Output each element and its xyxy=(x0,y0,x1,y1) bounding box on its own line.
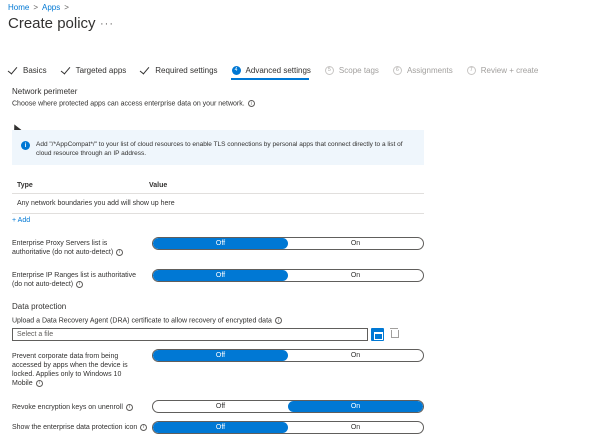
browse-folder-icon[interactable] xyxy=(371,328,384,341)
step-label: Targeted apps xyxy=(75,65,127,75)
toggle-on-option[interactable]: On xyxy=(288,401,423,412)
step-label: Scope tags xyxy=(338,65,379,75)
checkmark-icon xyxy=(8,65,18,75)
prevent-corporate-data-label xyxy=(12,352,137,388)
network-table-header xyxy=(12,181,424,194)
step-assignments[interactable] xyxy=(393,66,453,75)
column-header-value: Value xyxy=(149,182,168,189)
step-label: Basics xyxy=(23,65,47,75)
checkmark-icon xyxy=(140,65,150,75)
step-number: 7 xyxy=(467,66,476,75)
show-edp-icon-label xyxy=(12,423,152,432)
dra-label-text: Upload a Data Recovery Agent (DRA) certificate to allow recovery of encrypted data xyxy=(12,317,272,325)
info-banner-text: Add "/*AppCompat*/" to your list of cloud resources to enable TLS connections by personal apps that connect directly to a list of cloud resource through an IP address. xyxy=(36,141,403,157)
network-table-empty-row xyxy=(12,196,424,214)
info-icon[interactable]: i xyxy=(248,100,255,107)
prevent-label-text: Prevent corporate data from being accessed by apps when the device is locked. Applies only to Windows 10 Mobile xyxy=(12,353,128,387)
info-banner xyxy=(12,130,424,165)
info-icon[interactable]: i xyxy=(116,249,123,256)
wizard-steps xyxy=(8,64,552,76)
network-perimeter-heading: Network perimeter xyxy=(12,87,78,96)
toggle-off-option[interactable]: Off xyxy=(153,350,288,361)
step-targeted-apps[interactable] xyxy=(61,65,127,75)
step-basics[interactable] xyxy=(8,65,47,75)
step-review-create[interactable] xyxy=(467,66,539,75)
breadcrumb-separator: > xyxy=(33,3,39,12)
show-edp-icon-toggle[interactable] xyxy=(152,421,424,434)
toggle-off-option[interactable]: Off xyxy=(153,270,288,281)
toggle-on-option[interactable]: On xyxy=(350,272,361,279)
step-label: Required settings xyxy=(155,65,218,75)
toggle-off-option[interactable]: Off xyxy=(153,422,288,433)
breadcrumb-apps-link[interactable]: Apps xyxy=(42,3,61,12)
show-icon-label-text: Show the enterprise data protection icon xyxy=(12,424,138,431)
info-icon[interactable]: i xyxy=(275,317,282,324)
column-header-type: Type xyxy=(17,182,33,189)
proxy-authoritative-toggle[interactable] xyxy=(152,237,424,250)
dra-file-input[interactable]: Select a file xyxy=(12,328,368,341)
toggle-on-option[interactable]: On xyxy=(350,352,361,359)
ip-ranges-authoritative-toggle[interactable] xyxy=(152,269,424,282)
more-options-icon[interactable]: ··· xyxy=(100,18,114,30)
empty-state-text: Any network boundaries you add will show up here xyxy=(17,200,175,207)
info-icon[interactable]: i xyxy=(36,380,43,387)
prevent-corporate-data-toggle[interactable] xyxy=(152,349,424,362)
step-label: Assignments xyxy=(406,65,453,75)
toggle-on-option[interactable]: On xyxy=(350,424,361,431)
network-description-text: Choose where protected apps can access enterprise data on your network. xyxy=(12,100,245,108)
revoke-encryption-keys-label xyxy=(12,403,147,412)
breadcrumb-home-link[interactable]: Home xyxy=(8,3,30,12)
step-scope-tags[interactable] xyxy=(325,66,379,75)
info-icon[interactable]: i xyxy=(76,281,83,288)
toggle-off-option[interactable]: Off xyxy=(215,403,226,410)
proxy-label-text: Enterprise Proxy Servers list is authoritative (do not auto-detect) xyxy=(12,240,114,256)
page-title: Create policy xyxy=(8,15,96,32)
info-icon: i xyxy=(21,141,30,150)
network-perimeter-description xyxy=(12,100,255,108)
checkmark-icon xyxy=(61,65,71,75)
info-icon[interactable]: i xyxy=(140,424,147,431)
breadcrumb-separator: > xyxy=(64,3,69,12)
ip-label-text: Enterprise IP Ranges list is authoritative (do not auto-detect) xyxy=(12,272,136,288)
delete-trash-icon[interactable] xyxy=(390,327,398,337)
data-protection-heading: Data protection xyxy=(12,302,67,311)
ip-ranges-authoritative-label xyxy=(12,271,147,289)
breadcrumb xyxy=(8,3,73,12)
active-step-indicator xyxy=(231,78,309,80)
step-advanced-settings[interactable] xyxy=(232,66,311,75)
toggle-off-option[interactable]: Off xyxy=(153,238,288,249)
info-icon[interactable]: i xyxy=(126,404,133,411)
step-label: Advanced settings xyxy=(245,65,311,75)
revoke-label-text: Revoke encryption keys on unenroll xyxy=(12,404,123,411)
step-number: 5 xyxy=(325,66,334,75)
step-number: 4 xyxy=(232,66,241,75)
toggle-on-option[interactable]: On xyxy=(350,240,361,247)
revoke-encryption-keys-toggle[interactable] xyxy=(152,400,424,413)
step-label: Review + create xyxy=(480,65,539,75)
proxy-authoritative-label xyxy=(12,239,147,257)
step-required-settings[interactable] xyxy=(140,65,217,75)
step-number: 6 xyxy=(393,66,402,75)
dra-certificate-label xyxy=(12,317,282,325)
add-network-boundary-link[interactable]: + Add xyxy=(12,217,31,224)
